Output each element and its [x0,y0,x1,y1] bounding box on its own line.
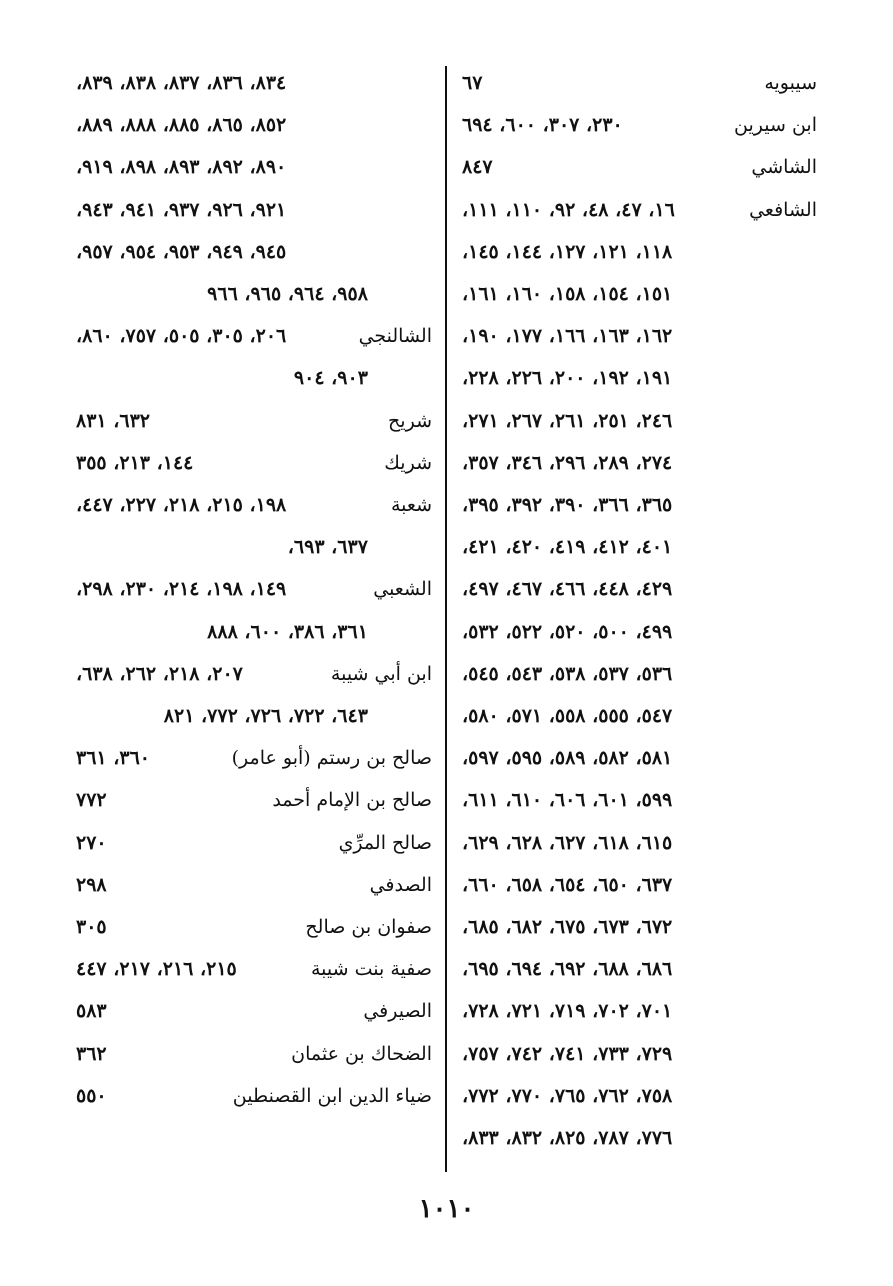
entry-page-refs: ٧٥٨، ٧٦٢، ٧٦٥، ٧٧٠، ٧٧٢، [462,1084,673,1107]
index-entry [76,990,432,1032]
index-entry [462,62,817,104]
index-entry [76,357,432,399]
entry-page-refs: ٩٤٥، ٩٤٩، ٩٥٣، ٩٥٤، ٩٥٧، [76,240,287,263]
index-entry [76,1033,432,1075]
entry-page-refs: ٦٧ [462,72,483,94]
entry-page-refs: ٨٩٠، ٨٩٢، ٨٩٣، ٨٩٨، ٩١٩، [76,156,287,179]
entry-name: ابن أبي شيبة [330,662,432,685]
index-entry [462,864,817,906]
entry-page-refs: ٢٧٤، ٢٨٩، ٢٩٦، ٣٤٦، ٣٥٧، [462,451,673,474]
index-entry [462,526,817,568]
entry-page-refs: ١٦، ٤٧، ٤٨، ٩٢، ١١٠، ١١١، [462,198,675,221]
page-number: ١٠١٠ [418,1194,475,1224]
index-entry [462,906,817,948]
index-entry [76,568,432,610]
index-entry [462,1033,817,1075]
entry-page-refs: ٧٢٩، ٧٣٣، ٧٤١، ٧٤٢، ٧٥٧، [462,1042,673,1065]
entry-name: الشافعي [749,198,817,221]
index-entry [76,864,432,906]
entry-page-refs: ٥٩٩، ٦٠١، ٦٠٦، ٦١٠، ٦١١، [462,789,673,812]
index-entry [76,104,432,146]
entry-name: صفية بنت شيبة [311,958,432,981]
index-entry [462,568,817,610]
index-entry [462,189,817,231]
index-entry [76,822,432,864]
index-entry [462,146,817,188]
entry-page-refs: ٩٢١، ٩٢٦، ٩٣٧، ٩٤١، ٩٤٣، [76,198,287,221]
entry-page-refs: ٧٧٢ [76,789,107,812]
entry-page-refs: ٢٩٨ [76,873,107,896]
entry-page-refs: ٢٧٠ [76,831,107,854]
column-divider [445,66,447,1172]
index-entry [462,315,817,357]
entry-page-refs: ١٤٤، ٢١٣، ٣٥٥ [76,451,194,474]
entry-name: سيبويه [764,72,817,94]
index-entry [462,442,817,484]
entry-name: شريح [388,409,432,432]
entry-page-refs: ١٩١، ١٩٢، ٢٠٠، ٢٢٦، ٢٢٨، [462,367,673,390]
entry-page-refs: ٦٧٢، ٦٧٣، ٦٧٥، ٦٨٢، ٦٨٥، [462,916,673,938]
index-entry [76,526,432,568]
entry-page-refs: ٣٦١، ٣٨٦، ٦٠٠، ٨٨٨ [207,620,368,643]
entry-name: الشاشي [751,156,817,179]
index-entry [76,611,432,653]
entry-page-refs: ٢٤٦، ٢٥١، ٢٦١، ٢٦٧، ٢٧١، [462,409,673,432]
index-entry [76,442,432,484]
index-entry [462,737,817,779]
entry-page-refs: ١٥١، ١٥٤، ١٥٨، ١٦٠، ١٦١، [462,283,673,305]
index-entry [76,231,432,273]
index-entry [76,737,432,779]
entry-page-refs: ٥٣٦، ٥٣٧، ٥٣٨، ٥٤٣، ٥٤٥، [462,662,673,685]
index-entry [76,1075,432,1117]
entry-page-refs: ١٩٨، ٢١٥، ٢١٨، ٢٢٧، ٤٤٧، [76,494,287,516]
index-entry [76,189,432,231]
entry-name: شعبة [390,494,432,516]
entry-page-refs: ٨٥٢، ٨٦٥، ٨٨٥، ٨٨٨، ٨٨٩، [76,114,287,137]
index-entry [76,779,432,821]
entry-name: صالح المرِّي [338,831,432,854]
entry-page-refs: ٦١٥، ٦١٨، ٦٢٧، ٦٢٨، ٦٢٩، [462,831,673,854]
entry-page-refs: ٦٣٧، ٦٩٣، [287,536,368,559]
entry-page-refs: ١١٨، ١٢١، ١٢٧، ١٤٤، ١٤٥، [462,240,673,263]
index-entry [76,484,432,526]
index-entry [76,695,432,737]
entry-name: الضحاك بن عثمان [291,1042,432,1065]
entry-name: الصدفي [369,873,432,896]
index-entry [462,1117,817,1159]
entry-page-refs: ٥٨٣ [76,1000,107,1023]
entry-name: صالح بن رستم (أبو عامر) [231,747,432,770]
index-entry [462,400,817,442]
entry-page-refs: ٣٦٠، ٣٦١ [76,747,150,770]
entry-page-refs: ٨٤٧ [462,156,493,179]
index-entry [76,906,432,948]
index-entry [462,948,817,990]
index-entry [462,231,817,273]
index-entry [462,273,817,315]
index-entry [462,611,817,653]
index-entry [76,653,432,695]
entry-page-refs: ٧٠١، ٧٠٢، ٧١٩، ٧٢١، ٧٢٨، [462,1000,673,1023]
entry-name: صفوان بن صالح [305,916,432,938]
index-entry [462,104,817,146]
entry-page-refs: ٣٠٥ [76,916,107,938]
index-entry [76,315,432,357]
entry-page-refs: ٢٠٦، ٣٠٥، ٥٠٥، ٧٥٧، ٨٦٠، [76,325,287,348]
entry-page-refs: ١٤٩، ١٩٨، ٢١٤، ٢٣٠، ٢٩٨، [76,578,287,601]
entry-page-refs: ٥٤٧، ٥٥٥، ٥٥٨، ٥٧١، ٥٨٠، [462,705,673,727]
index-entry [462,822,817,864]
entry-page-refs: ٤٢٩، ٤٤٨، ٤٦٦، ٤٦٧، ٤٩٧، [462,578,673,601]
entry-page-refs: ٧٧٦، ٧٨٧، ٨٢٥، ٨٣٢، ٨٣٣، [462,1127,673,1149]
entry-page-refs: ٣٦٥، ٣٦٦، ٣٩٠، ٣٩٢، ٣٩٥، [462,494,673,516]
entry-page-refs: ٦٤٣، ٧٢٢، ٧٢٦، ٧٧٢، ٨٢١ [163,705,368,727]
entry-page-refs: ٤٩٩، ٥٠٠، ٥٢٠، ٥٢٢، ٥٣٢، [462,620,673,643]
entry-page-refs: ٩٥٨، ٩٦٤، ٩٦٥، ٩٦٦ [207,283,368,305]
entry-page-refs: ٦٣٢، ٨٣١ [76,409,150,432]
entry-name: ضياء الدين ابن القصنطين [232,1084,432,1107]
entry-name: الشعبي [373,578,432,601]
entry-page-refs: ٥٨١، ٥٨٢، ٥٨٩، ٥٩٥، ٥٩٧، [462,747,673,770]
index-entry [462,653,817,695]
entry-page-refs: ٨٣٤، ٨٣٦، ٨٣٧، ٨٣٨، ٨٣٩، [76,72,287,94]
entry-name: صالح بن الإمام أحمد [272,789,432,812]
entry-page-refs: ٦٨٦، ٦٨٨، ٦٩٢، ٦٩٤، ٦٩٥، [462,958,673,981]
index-entry [76,62,432,104]
index-entry [462,357,817,399]
index-entry [462,990,817,1032]
index-entry [76,948,432,990]
entry-page-refs: ٩٠٣، ٩٠٤ [293,367,368,390]
entry-page-refs: ٥٥٠ [76,1084,107,1107]
entry-name: شريك [384,451,432,474]
entry-page-refs: ٦٣٧، ٦٥٠، ٦٥٤، ٦٥٨، ٦٦٠، [462,873,673,896]
index-entry [462,695,817,737]
index-entry [462,484,817,526]
entry-name: الشالنجي [358,325,432,348]
index-entry [462,779,817,821]
entry-name: ابن سيرين [734,114,817,137]
entry-page-refs: ٣٦٢ [76,1042,107,1065]
entry-page-refs: ٤٠١، ٤١٢، ٤١٩، ٤٢٠، ٤٢١، [462,536,673,559]
index-entry [76,400,432,442]
entry-page-refs: ٢٣٠، ٣٠٧، ٦٠٠، ٦٩٤ [462,114,623,137]
entry-page-refs: ١٦٢، ١٦٣، ١٦٦، ١٧٧، ١٩٠، [462,325,673,348]
entry-page-refs: ٢٠٧، ٢١٨، ٢٦٢، ٦٣٨، [76,662,243,685]
entry-page-refs: ٢١٥، ٢١٦، ٢١٧، ٤٤٧ [76,958,237,981]
index-entry [76,146,432,188]
entry-name: الصيرفي [363,1000,432,1023]
index-entry [462,1075,817,1117]
index-entry [76,273,432,315]
